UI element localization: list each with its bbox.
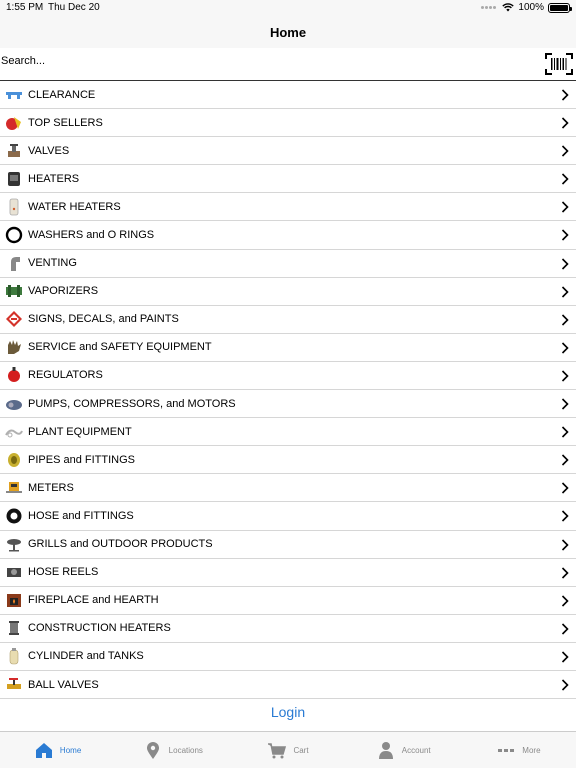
chevron-right-icon (560, 342, 570, 354)
tab-label: More (522, 745, 541, 755)
list-item-label: PUMPS, COMPRESSORS, and MOTORS (28, 397, 236, 410)
list-item[interactable] (0, 474, 576, 502)
list-item-label: HOSE and FITTINGS (28, 509, 134, 522)
list-item-label: VAPORIZERS (28, 285, 99, 298)
heater-icon (5, 170, 23, 188)
list-item-label: REGULATORS (28, 369, 103, 382)
top-sellers-icon (5, 114, 23, 132)
vaporizer-icon (5, 282, 23, 300)
list-item[interactable] (0, 334, 576, 362)
glove-icon (5, 338, 23, 356)
chevron-right-icon (560, 454, 570, 466)
chevron-right-icon (560, 314, 570, 326)
list-item[interactable] (0, 193, 576, 221)
tab-label: Cart (293, 745, 309, 755)
o-ring-icon (5, 226, 23, 244)
list-item[interactable] (0, 418, 576, 446)
list-item-label: SERVICE and SAFETY EQUIPMENT (28, 341, 212, 354)
signal-icon (481, 6, 496, 9)
tab-label: Home (59, 745, 82, 755)
person-icon (376, 741, 396, 759)
list-item[interactable] (0, 250, 576, 278)
chevron-right-icon (560, 679, 570, 691)
clearance-icon (5, 86, 23, 104)
tab-more[interactable] (461, 732, 576, 768)
chevron-right-icon (560, 258, 570, 270)
list-item[interactable] (0, 165, 576, 193)
chevron-right-icon (560, 510, 570, 522)
chevron-right-icon (560, 539, 570, 551)
cart-icon (267, 741, 287, 759)
list-item[interactable] (0, 221, 576, 249)
list-item[interactable] (0, 502, 576, 530)
pipe-icon (5, 451, 23, 469)
list-item[interactable] (0, 615, 576, 643)
list-item-label: VENTING (28, 257, 77, 270)
list-item[interactable] (0, 81, 576, 109)
chevron-right-icon (560, 370, 570, 382)
list-item-label: FIREPLACE and HEARTH (28, 594, 159, 607)
hose-icon (5, 507, 23, 525)
tab-home[interactable] (0, 732, 115, 768)
category-list (0, 81, 576, 699)
status-indicators (481, 2, 570, 13)
regulator-icon (5, 366, 23, 384)
battery-icon (548, 3, 570, 13)
list-item[interactable] (0, 306, 576, 334)
list-item[interactable] (0, 643, 576, 671)
tab-label: Locations (168, 745, 203, 755)
tab-locations[interactable] (115, 732, 230, 768)
list-item-label: SIGNS, DECALS, and PAINTS (28, 313, 179, 326)
valve-icon (5, 142, 23, 160)
list-item-label: TOP SELLERS (28, 116, 103, 129)
list-item-label: VALVES (28, 144, 70, 157)
water-heater-icon (5, 198, 23, 216)
list-item-label: CONSTRUCTION HEATERS (28, 622, 171, 635)
list-item[interactable] (0, 671, 576, 699)
chevron-right-icon (560, 286, 570, 298)
list-item[interactable] (0, 362, 576, 390)
navigation-bar (0, 17, 576, 48)
list-item[interactable] (0, 278, 576, 306)
sign-icon (5, 310, 23, 328)
chevron-right-icon (560, 145, 570, 157)
list-item-label: BALL VALVES (28, 678, 99, 691)
tab-label: Account (401, 745, 431, 755)
list-item-label: PIPES and FITTINGS (28, 453, 135, 466)
chevron-right-icon (560, 398, 570, 410)
barcode-scanner-icon[interactable] (545, 52, 573, 76)
wifi-icon (502, 3, 514, 12)
list-item[interactable] (0, 109, 576, 137)
list-item-label: HOSE REELS (28, 566, 99, 579)
pump-icon (5, 395, 23, 413)
chevron-right-icon (560, 229, 570, 241)
list-item-label: WATER HEATERS (28, 200, 121, 213)
list-item-label: PLANT EQUIPMENT (28, 425, 132, 438)
list-item[interactable] (0, 137, 576, 165)
tab-bar (0, 731, 576, 768)
list-item[interactable] (0, 446, 576, 474)
list-item-label: GRILLS and OUTDOOR PRODUCTS (28, 538, 213, 551)
chevron-right-icon (560, 623, 570, 635)
ball-valve-icon (5, 676, 23, 694)
location-pin-icon (143, 741, 163, 759)
fireplace-icon (5, 591, 23, 609)
chevron-right-icon (560, 201, 570, 213)
construction-heater-icon (5, 619, 23, 637)
list-item[interactable] (0, 531, 576, 559)
list-item-label: HEATERS (28, 172, 80, 185)
search-bar (0, 48, 576, 81)
status-date: Thu Dec 20 (48, 2, 100, 13)
chevron-right-icon (560, 89, 570, 101)
list-item-label: CLEARANCE (28, 88, 96, 101)
chevron-right-icon (560, 595, 570, 607)
list-item-label: CYLINDER and TANKS (28, 650, 144, 663)
chevron-right-icon (560, 482, 570, 494)
status-bar (0, 0, 576, 17)
list-item-label: WASHERS and O RINGS (28, 229, 155, 242)
more-dots-icon (496, 741, 516, 759)
plant-equipment-icon (5, 423, 23, 441)
page-title: Home (269, 25, 307, 40)
battery-percent: 100% (518, 2, 544, 13)
search-input[interactable] (0, 52, 530, 70)
list-item[interactable] (0, 390, 576, 418)
login-link[interactable]: Login (270, 704, 306, 720)
hose-reel-icon (5, 563, 23, 581)
list-item-label: METERS (28, 481, 74, 494)
venting-icon (5, 254, 23, 272)
grill-icon (5, 535, 23, 553)
home-icon (34, 741, 54, 759)
tab-cart[interactable] (230, 732, 345, 768)
tab-account[interactable] (346, 732, 461, 768)
chevron-right-icon (560, 567, 570, 579)
list-item[interactable] (0, 559, 576, 587)
chevron-right-icon (560, 651, 570, 663)
meter-icon (5, 479, 23, 497)
chevron-right-icon (560, 426, 570, 438)
list-item[interactable] (0, 587, 576, 615)
chevron-right-icon (560, 117, 570, 129)
status-time: 1:55 PM (6, 2, 44, 13)
chevron-right-icon (560, 173, 570, 185)
cylinder-icon (5, 647, 23, 665)
